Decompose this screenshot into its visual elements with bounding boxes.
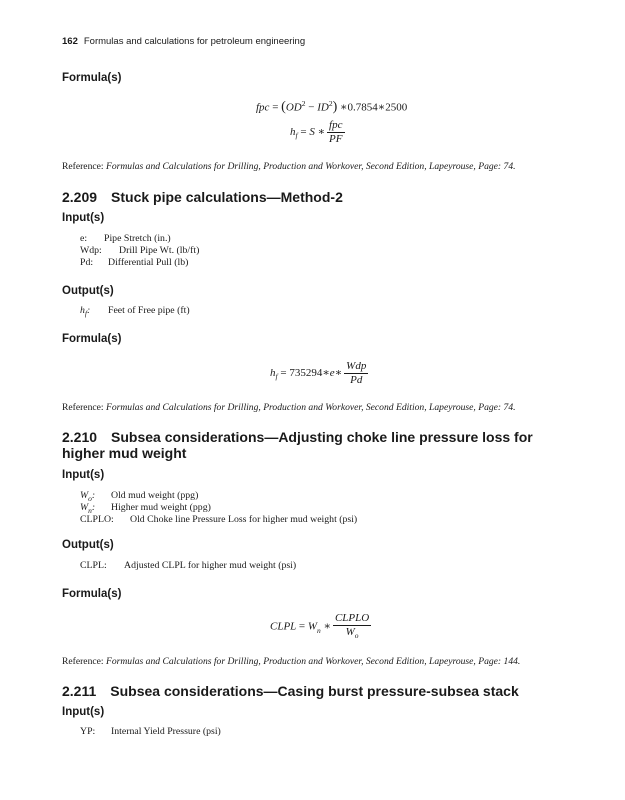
section-2-210-heading: 2.210 Subsea considerations—Adjusting choke line pressure loss for higher mud weight [62,429,533,461]
inputs-heading-210: Input(s) [62,469,105,481]
formula-hf-fpc: $h_f = S$ ∗ $\frac{\text{fpc}}{PF}$ [290,119,343,145]
input-row: $W_o$: Old mud weight (ppg) [80,490,199,503]
input-row: $W_n$: Higher mud weight (ppg) [80,502,211,515]
outputs-heading-209: Output(s) [62,285,114,297]
inputs-heading-211: Input(s) [62,706,105,718]
formulas-heading: Formula(s) [62,72,122,84]
reference-210: Reference: Formulas and Calculations for Drilling, Production and Workover, Second Edition, Lapeyrouse, Page: 144. [62,656,521,667]
book-title: Formulas and calculations for petroleum engineering [83,36,306,47]
input-row: CLPLO: Old Choke line Pressure Loss for higher mud weight (psi) [80,514,358,525]
input-row: Wdp: Drill Pipe Wt. (lb/ft) [80,245,200,256]
inputs-heading-209: Input(s) [62,212,105,224]
reference-top: Reference: Formulas and Calculations for Drilling, Production and Workover, Second Edition, Lapeyrouse, Page: 74. [62,161,516,172]
input-row: Pd: Differential Pull (lb) [80,257,189,268]
section-2-211-heading: 2.211 Subsea considerations—Casing burst pressure-subsea stack [62,683,519,699]
formula-clpl: CLPL = $W_n$ ∗ $\frac{\text{CLPLO}}{W_o}$ [270,612,370,641]
reference-209: Reference: Formulas and Calculations for Drilling, Production and Workover, Second Edition, Lapeyrouse, Page: 74. [62,402,516,413]
formulas-heading-210: Formula(s) [62,588,122,600]
output-row: CLPL: Adjusted CLPL for higher mud weight (psi) [80,560,297,571]
outputs-heading-210: Output(s) [62,539,114,551]
formula-fpc: fpc = $(OD^2 - ID^2)$ ∗0.7854∗2500 [256,99,408,115]
input-row: e: Pipe Stretch (in.) [80,233,171,244]
formula-hf-stretch: $h_f$ = 735294∗e∗ $\frac{\text{Wdp}}{Pd}$ [270,360,367,386]
running-header [62,36,305,47]
page-number: 162 [62,36,78,47]
input-row: YP: Internal Yield Pressure (psi) [80,726,221,737]
section-2-209-heading: 2.209 Stuck pipe calculations—Method-2 [62,189,343,205]
output-row: $h_f$: Feet of Free pipe (ft) [80,305,190,318]
formulas-heading-209: Formula(s) [62,333,122,345]
